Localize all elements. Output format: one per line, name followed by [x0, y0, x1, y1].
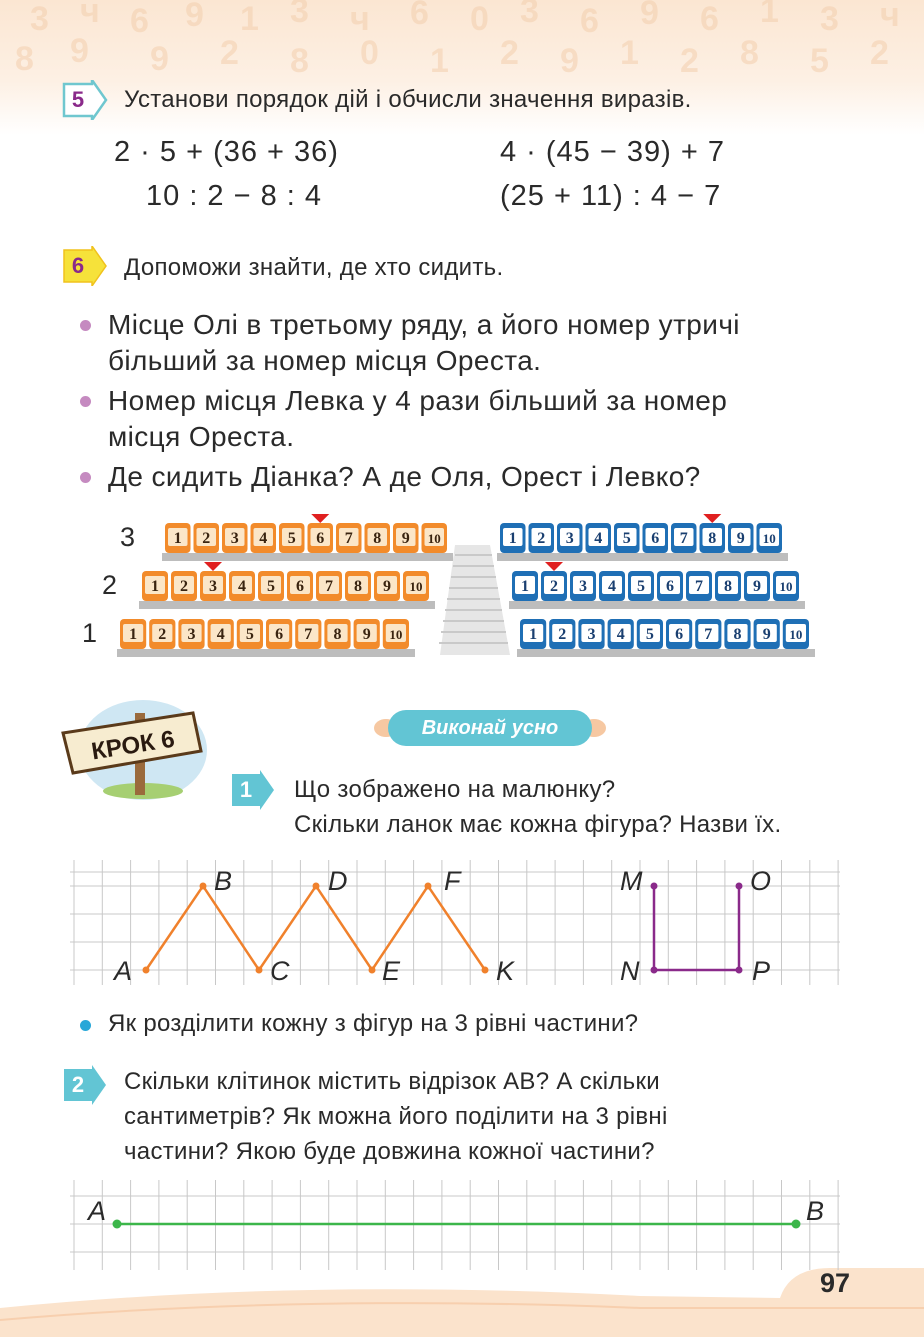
seat-number: 1	[508, 530, 517, 547]
expression-1: 2 · 5 + (36 + 36)	[114, 136, 339, 168]
seat-number: 1	[529, 626, 538, 643]
seat-number: 4	[259, 530, 268, 547]
clue-2-line-2: місця Ореста.	[108, 421, 295, 452]
seat-number: 1	[151, 578, 159, 595]
seat-number: 10	[789, 627, 803, 642]
svg-text:6: 6	[580, 2, 599, 40]
svg-text:1: 1	[620, 34, 639, 72]
svg-text:3: 3	[520, 0, 539, 30]
header-decoration	[0, 0, 924, 135]
task-1-line-1: Що зображено на малюнку?	[294, 776, 616, 803]
seat-number: 3	[579, 578, 587, 595]
svg-text:8: 8	[290, 42, 309, 80]
seat-number: 4	[238, 578, 246, 595]
seat-marker	[545, 562, 563, 571]
zigzag-point	[313, 883, 320, 890]
step-sign-illustration	[55, 695, 210, 810]
seat-number: 2	[180, 578, 188, 595]
seat-number: 1	[129, 626, 138, 643]
seat-number: 5	[287, 530, 296, 547]
zigzag-polyline	[146, 886, 485, 970]
row-platform	[509, 601, 805, 609]
expression-4: (25 + 11) : 4 − 7	[500, 180, 722, 212]
seat-number: 10	[409, 579, 423, 594]
seat-number: 9	[753, 578, 761, 595]
seat-number: 2	[202, 530, 211, 547]
svg-text:0: 0	[360, 34, 379, 72]
task-1-badge	[230, 770, 276, 810]
seat-number: 9	[383, 578, 391, 595]
task-6-number: 6	[71, 253, 85, 278]
seat-number: 8	[373, 530, 382, 547]
oral-banner-label: Виконай усно	[421, 716, 559, 739]
svg-text:1: 1	[430, 42, 449, 80]
svg-text:8: 8	[740, 34, 759, 72]
row-platform	[517, 649, 815, 657]
svg-text:5: 5	[810, 42, 829, 80]
task-5-badge	[62, 80, 108, 120]
clue-2-line-1: Номер місця Левка у 4 рази більший за номер	[108, 385, 728, 416]
seat-number: 9	[762, 626, 771, 643]
seat-number: 9	[401, 530, 410, 547]
point-label-d: D	[328, 866, 348, 896]
row-platform	[139, 601, 435, 609]
seat-number: 5	[245, 626, 254, 643]
svg-text:6: 6	[130, 2, 149, 40]
division-question: Як розділити кожну з фігур на 3 рівні частини?	[108, 1010, 639, 1037]
zigzag-point	[425, 883, 432, 890]
seat-number: 1	[173, 530, 182, 547]
seat-number: 3	[187, 626, 196, 643]
seat-marker	[703, 514, 721, 523]
seat-number: 2	[158, 626, 167, 643]
seat-number: 8	[354, 578, 362, 595]
task-6-instruction: Допоможи знайти, де хто сидить.	[124, 254, 504, 281]
segment-point-a	[113, 1220, 122, 1229]
bracket-point	[651, 883, 658, 890]
seat-number: 4	[216, 626, 225, 643]
seat-number: 8	[724, 578, 732, 595]
seat-number: 10	[779, 579, 793, 594]
seat-number: 3	[587, 626, 596, 643]
step-sign-text: КРОК 6	[89, 725, 177, 766]
seat-number: 4	[608, 578, 616, 595]
svg-text:9: 9	[185, 0, 204, 34]
zigzag-point	[143, 967, 150, 974]
bracket-point	[651, 967, 658, 974]
seat-number: 7	[704, 626, 713, 643]
seat-number: 10	[427, 531, 441, 546]
clue-1-line-2: більший за номер місця Ореста.	[108, 345, 542, 376]
seat-number: 7	[304, 626, 313, 643]
row-platform	[162, 553, 453, 561]
point-label-m: M	[620, 866, 643, 896]
svg-text:1: 1	[240, 0, 259, 38]
seat-marker	[204, 562, 222, 571]
point-label-n: N	[620, 956, 640, 986]
point-label-k: K	[496, 956, 515, 986]
expression-2: 10 : 2 − 8 : 4	[146, 180, 323, 212]
zigzag-point	[200, 883, 207, 890]
page-number: 97	[820, 1268, 851, 1298]
point-label-o: O	[750, 866, 772, 896]
svg-text:ч: ч	[880, 0, 900, 34]
seat-number: 5	[637, 578, 645, 595]
row-label-1: 1	[82, 618, 98, 648]
svg-text:9: 9	[70, 32, 89, 70]
svg-text:9: 9	[150, 40, 169, 78]
seat-number: 5	[267, 578, 275, 595]
svg-text:2: 2	[680, 42, 699, 80]
scattered-digits-decoration	[0, 0, 924, 135]
point-label-p: P	[752, 956, 771, 986]
point-label-e: E	[382, 956, 401, 986]
seat-number: 3	[209, 578, 217, 595]
task-1-number: 1	[239, 777, 253, 802]
seat-number: 3	[230, 530, 239, 547]
zigzag-point	[482, 967, 489, 974]
seat-number: 4	[594, 530, 603, 547]
segment-grid	[70, 1180, 840, 1270]
seat-number: 5	[645, 626, 654, 643]
svg-text:0: 0	[470, 0, 489, 38]
point-label-c: C	[270, 956, 290, 986]
seat-number: 2	[550, 578, 558, 595]
task-5-number: 5	[71, 87, 85, 112]
task-1-line-2: Скільки ланок має кожна фігура? Назви їх.	[294, 811, 782, 838]
seat-number: 7	[325, 578, 333, 595]
seat-number: 9	[362, 626, 371, 643]
svg-text:1: 1	[760, 0, 779, 30]
row-platform	[117, 649, 415, 657]
seat-number: 6	[296, 578, 304, 595]
seat-number: 6	[666, 578, 674, 595]
task-2-number: 2	[71, 1072, 85, 1097]
bracket-point	[736, 883, 743, 890]
svg-text:2: 2	[870, 34, 889, 72]
seat-number: 10	[762, 531, 776, 546]
svg-text:ч: ч	[350, 0, 370, 38]
seat-number: 10	[389, 627, 403, 642]
seat-number: 5	[622, 530, 631, 547]
segment-point-b	[792, 1220, 801, 1229]
seat-number: 6	[651, 530, 660, 547]
task-6-badge	[62, 246, 108, 286]
bullet-dot	[80, 472, 91, 483]
oral-banner	[372, 706, 608, 750]
expression-3: 4 · (45 − 39) + 7	[500, 136, 725, 168]
svg-text:6: 6	[410, 0, 429, 32]
segment-label-b: B	[806, 1196, 825, 1226]
zigzag-point	[369, 967, 376, 974]
task-5-instruction: Установи порядок дій і обчисли значення виразів.	[124, 86, 692, 113]
seat-number: 6	[675, 626, 684, 643]
svg-text:9: 9	[640, 0, 659, 32]
svg-text:9: 9	[560, 42, 579, 80]
seat-marker	[311, 514, 329, 523]
row-platform	[497, 553, 788, 561]
segment-label-a: A	[88, 1196, 107, 1226]
svg-text:3: 3	[30, 0, 49, 38]
bullet-dot	[80, 320, 91, 331]
seat-number: 8	[333, 626, 342, 643]
row-label-2: 2	[102, 570, 118, 600]
svg-text:3: 3	[290, 0, 309, 30]
seat-number: 7	[679, 530, 688, 547]
svg-text:ч: ч	[80, 0, 100, 30]
svg-text:2: 2	[220, 34, 239, 72]
stadium-seating-diagram	[110, 505, 845, 665]
seat-number: 4	[616, 626, 625, 643]
task-2-line-2: сантиметрів? Як можна його поділити на 3 рівні	[124, 1103, 668, 1130]
footer-decoration	[0, 1268, 924, 1337]
seat-number: 6	[275, 626, 284, 643]
seat-number: 2	[537, 530, 546, 547]
seat-number: 8	[733, 626, 742, 643]
seat-number: 8	[708, 530, 717, 547]
seat-number: 6	[316, 530, 325, 547]
svg-text:2: 2	[500, 34, 519, 72]
seat-number: 1	[521, 578, 529, 595]
seat-number: 3	[565, 530, 574, 547]
row-label-3: 3	[120, 522, 136, 552]
seat-number: 9	[736, 530, 745, 547]
task-2-line-1: Скільки клітинок містить відрізок AB? А скільки	[124, 1068, 660, 1095]
svg-text:6: 6	[700, 0, 719, 38]
zigzag-point	[256, 967, 263, 974]
seat-number: 7	[695, 578, 703, 595]
clue-1-line-1: Місце Олі в третьому ряду, а його номер утричі	[108, 309, 740, 340]
bullet-dot	[80, 396, 91, 407]
seat-number: 2	[558, 626, 567, 643]
svg-text:3: 3	[820, 0, 839, 38]
bracket-point	[736, 967, 743, 974]
svg-text:8: 8	[15, 40, 34, 78]
bullet-dot	[80, 1020, 91, 1031]
point-label-f: F	[444, 866, 461, 896]
point-label-b: B	[214, 866, 233, 896]
task-2-badge	[62, 1065, 108, 1105]
task-2-line-3: частини? Якою буде довжина кожної частини?	[124, 1138, 655, 1165]
point-label-a: A	[114, 956, 133, 986]
seat-number: 7	[344, 530, 353, 547]
clue-3-line-1: Де сидить Діанка? А де Оля, Орест і Левко?	[108, 461, 701, 492]
